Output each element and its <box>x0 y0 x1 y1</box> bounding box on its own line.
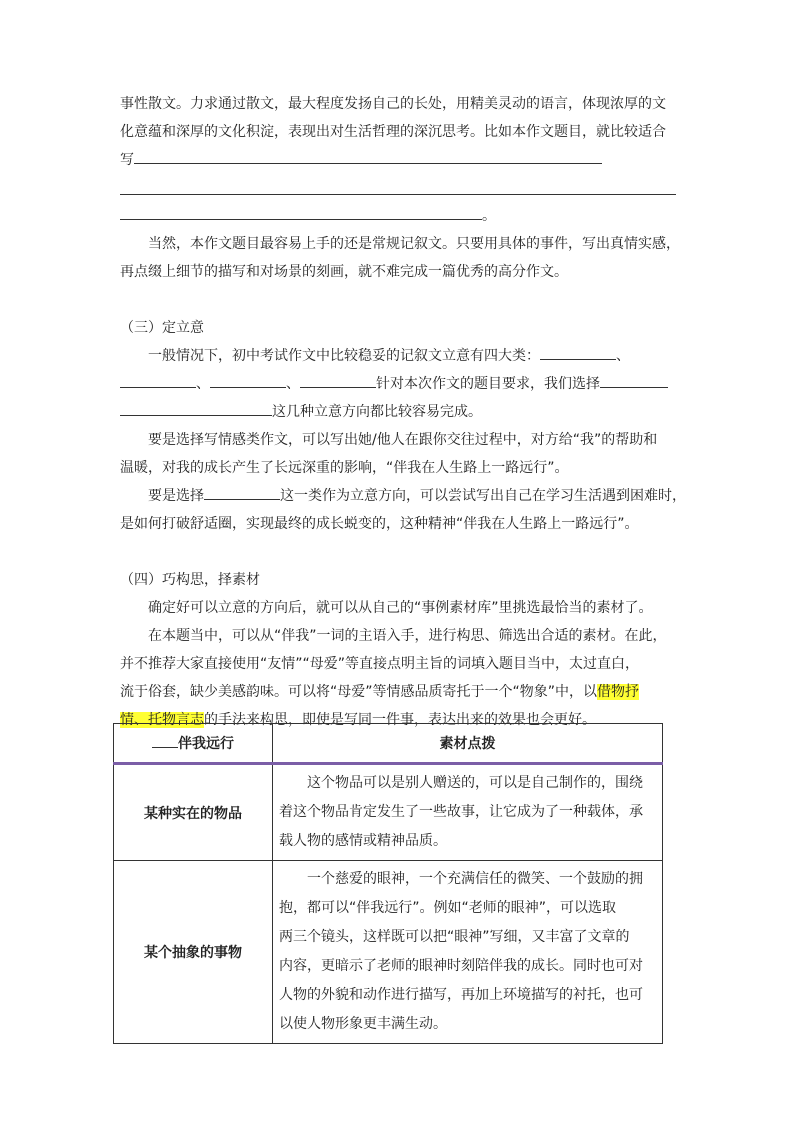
fill-blank[interactable] <box>120 399 272 416</box>
fill-blank[interactable] <box>152 733 178 748</box>
paragraph-text: 、 <box>616 348 630 364</box>
paragraph-text: 这几种立意方向都比较容易完成。 <box>272 404 482 420</box>
material-table <box>113 723 663 1044</box>
fill-blank[interactable] <box>210 371 286 388</box>
fill-blank[interactable] <box>120 174 676 195</box>
paragraph-line <box>120 146 676 174</box>
row-content <box>273 764 663 861</box>
paragraph-text: 针对本次作文的题目要求，我们选择 <box>376 376 600 392</box>
fill-blank[interactable] <box>120 203 482 220</box>
fill-blank[interactable] <box>600 371 668 388</box>
highlighted-text: 情、托物言志 <box>120 712 204 728</box>
row-line: 人物的外貌和动作进行描写，再加上环境描写的衬托，也可 <box>279 987 643 1003</box>
row-line: 以使人物形象更丰满生动。 <box>279 1016 447 1032</box>
fill-blank[interactable] <box>134 147 602 164</box>
highlighted-text: 借物抒 <box>597 684 640 700</box>
paragraph-line: 温暖，对我的成长产生了长远深重的影响，“伴我在人生路上一路远行”。 <box>120 460 569 476</box>
row-line: 载人物的感情或精神品质。 <box>279 833 447 849</box>
fill-blank[interactable] <box>540 343 616 360</box>
paragraph-line <box>120 370 676 398</box>
paragraph-line: 要是选择写情感类作文，可以写出她/他人在跟你交往过程中，对方给“我”的帮助和 <box>148 432 658 448</box>
fill-blank[interactable] <box>120 371 196 388</box>
paragraph-line <box>120 398 676 426</box>
paragraph-text: 。 <box>482 208 496 224</box>
row-content <box>273 861 663 1044</box>
row-line: 着这个物品肯定发生了一些故事，让它成为了一种载体，承 <box>279 804 643 820</box>
header-label: 伴我远行 <box>178 736 234 752</box>
table-header-cell <box>114 724 273 764</box>
section-heading: （四）巧构思，择素材 <box>120 572 260 588</box>
paragraph-text: 的手法来构思，即使是写同一件事，表达出来的效果也会更好。 <box>204 712 596 728</box>
row-line: 内容，更暗示了老师的眼神时刻陪伴我的成长。同时也可对 <box>279 958 643 974</box>
paragraph-line <box>120 482 686 510</box>
paragraph-line: 当然，本作文题目最容易上手的还是常规记叙文。只要用具体的事件，写出真情实感， <box>148 236 680 252</box>
paragraph-text: 这一类作为立意方向，可以尝试写出自己在学习生活遇到困难时， <box>280 488 686 504</box>
paragraph-text: 、 <box>196 376 210 392</box>
table-row <box>114 861 663 1044</box>
table-header-cell: 素材点拨 <box>273 724 663 764</box>
paragraph-line <box>120 342 676 370</box>
paragraph-text: 写 <box>120 152 134 168</box>
row-label: 某种实在的物品 <box>114 764 273 861</box>
fill-blank[interactable] <box>300 371 376 388</box>
paragraph-line: 确定好可以立意的方向后，就可以从自己的“事例素材库”里挑选最恰当的素材了。 <box>148 600 653 616</box>
row-line: 两三个镜头，这样既可以把“眼神”写细，又丰富了文章的 <box>279 929 630 945</box>
fill-blank[interactable] <box>204 483 280 500</box>
paragraph-line: 化意蕴和深厚的文化积淀，表现出对生活哲理的深沉思考。比如本作文题目，就比较适合 <box>120 124 666 140</box>
essay-guide-text <box>120 90 686 734</box>
paragraph-line: 在本题当中，可以从“伴我”一词的主语入手，进行构思、筛选出合适的素材。在此， <box>148 628 667 644</box>
table-header-row <box>114 724 663 764</box>
section-heading: （三）定立意 <box>120 320 204 336</box>
paragraph-line <box>120 678 676 706</box>
row-line: 这个物品可以是别人赠送的，可以是自己制作的，围绕 <box>279 775 643 791</box>
row-label: 某个抽象的事物 <box>114 861 273 1044</box>
paragraph-line <box>120 202 676 230</box>
table-row <box>114 764 663 861</box>
paragraph-line: 事性散文。力求通过散文，最大程度发扬自己的长处，用精美灵动的语言，体现浓厚的文 <box>120 96 666 112</box>
paragraph-text: 流于俗套，缺少美感韵味。可以将“母爱”等情感品质寄托于一个“物象”中，以 <box>120 684 598 700</box>
paragraph-line: 是如何打破舒适圈，实现最终的成长蜕变的，这种精神“伴我在人生路上一路远行”。 <box>120 516 639 532</box>
paragraph-text: 、 <box>286 376 300 392</box>
row-line: 一个慈爱的眼神，一个充满信任的微笑、一个鼓励的拥 <box>279 871 643 887</box>
paragraph-text: 一般情况下，初中考试作文中比较稳妥的记叙文立意有四大类： <box>148 348 540 364</box>
paragraph-line: 再点缀上细节的描写和对场景的刻画，就不难完成一篇优秀的高分作文。 <box>120 264 568 280</box>
paragraph-line: 并不推荐大家直接使用“友情”“母爱”等直接点明主旨的词填入题目当中，太过直白， <box>120 656 640 672</box>
paragraph-text: 要是选择 <box>148 488 204 504</box>
row-line: 抱，都可以“伴我远行”。例如“老师的眼神”，可以选取 <box>279 900 617 916</box>
